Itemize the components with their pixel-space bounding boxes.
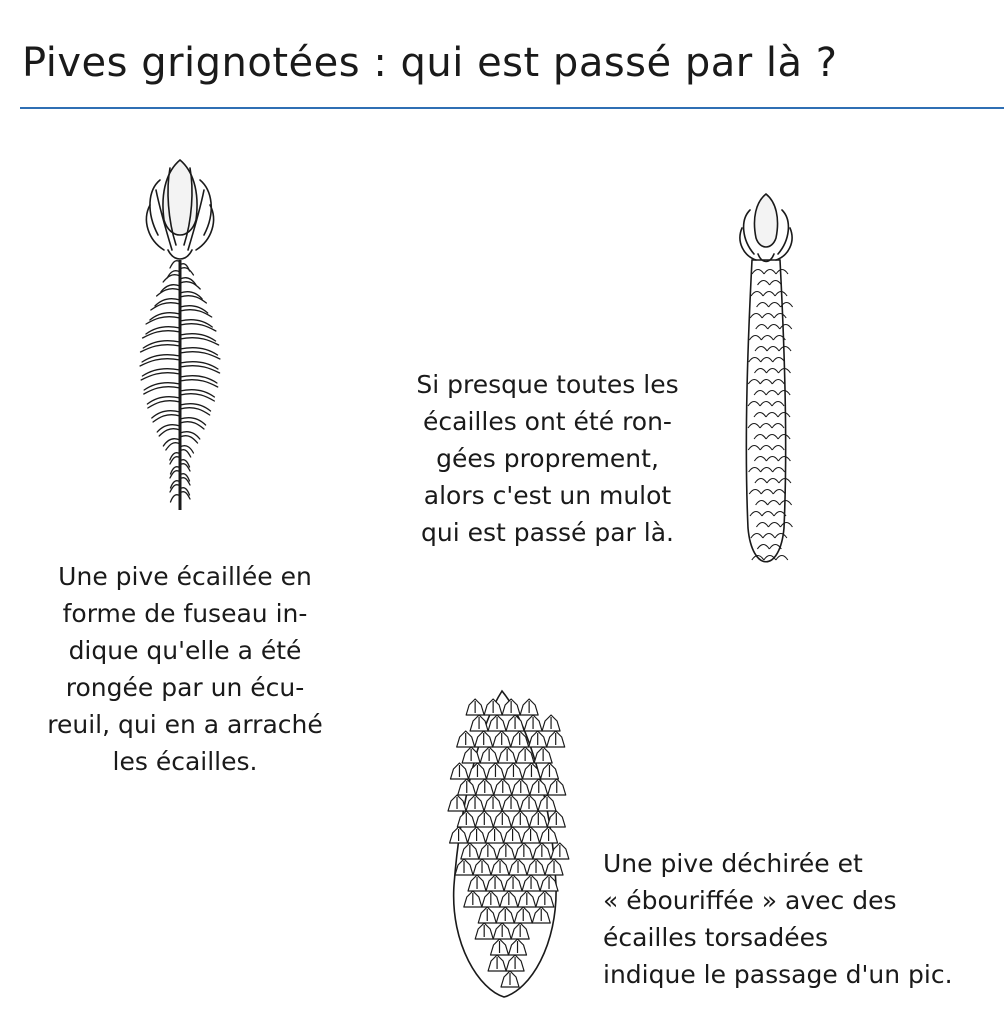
page-title: Pives grignotées : qui est passé par là ? <box>22 40 838 86</box>
title-underline <box>20 107 1004 109</box>
squirrel-eaten-cone-illustration <box>120 150 240 520</box>
squirrel-caption: Une pive écaillée en forme de fuseau in- dique qu'elle a été rongée par un écu- reuil, qui en a arraché les écailles. <box>47 562 323 776</box>
mouse-eaten-cone-illustration <box>722 188 810 583</box>
mouse-caption: Si presque toutes les écailles ont été ron- gées proprement, alors c'est un mulot qui est passé par là. <box>416 370 679 547</box>
woodpecker-torn-cone-illustration <box>440 685 575 1003</box>
woodpecker-caption: Une pive déchirée et « ébouriffée » avec des écailles torsadées indique le passage d'un pic. <box>603 849 953 989</box>
